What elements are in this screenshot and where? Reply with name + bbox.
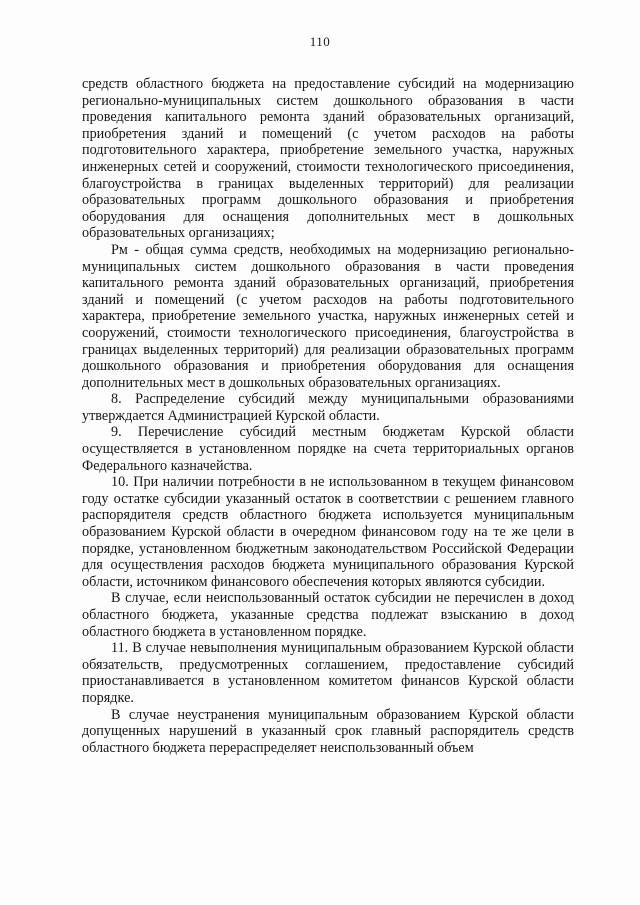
paragraph-item-10: 10. При наличии потребности в не использованном в текущем финансовом году остатке субсидии указанный остаток в соответствии с решением главного распорядителя средств областного бюджета используется муниципальным образованием Курской области в очередном финансовом году на те же цели в порядке, установленном бюджетным законодательством Российской Федерации для осуществления расходов бюджета муниципального образования Курской области, источником финансового обеспечения которых являются субсидии. [82,474,574,590]
page-number: 110 [309,34,331,49]
paragraph-item-11: 11. В случае невыполнения муниципальным образованием Курской области обязательств, предусмотренных соглашением, предоставление субсидий приостанавливается в установленном комитетом финансов Курской области порядке. [82,640,574,706]
paragraph-pm-definition: Pм - общая сумма средств, необходимых на модернизацию регионально-муниципальных систем дошкольного образования в части проведения капитального ремонта зданий образовательных организаций, приобретения зданий и помещений (с учетом расходов на работы подготовительного характера, приобретение земельного участка, наружных инженерных сетей и сооружений, стоимости технологического присоединения, благоустройства в границах выделенных территорий) для реализации образовательных программ дошкольного образования и приобретения оборудования для оснащения дополнительных мест в дошкольных образовательных организациях. [82,241,574,391]
paragraph-item-8: 8. Распределение субсидий между муниципальными образованиями утверждается Администрацией Курской области. [82,391,574,424]
paragraph-continued-definition: средств областного бюджета на предоставление субсидий на модернизацию регионально-муниципальных систем дошкольного образования в части проведения капитального ремонта зданий образовательных организаций, приобретения зданий и помещений (с учетом расходов на работы подготовительного характера, приобретение земельного участка, наружных инженерных сетей и сооружений, стоимости технологического присоединения, благоустройства в границах выделенных территорий) для реализации образовательных программ дошкольного образования и приобретения оборудования для оснащения дополнительных мест в дошкольных образовательных организациях; [82,76,574,242]
paragraph-item-11-case: В случае неустранения муниципальным образованием Курской области допущенных нарушений в указанный срок главный распорядитель средств областного бюджета перераспределяет неиспользованный объем [82,706,574,756]
paragraph-item-10-case: В случае, если неиспользованный остаток субсидии не перечислен в доход областного бюджета, указанные средства подлежат взысканию в доход областного бюджета в установленном порядке. [82,590,574,640]
document-body [82,76,574,756]
paragraph-item-9: 9. Перечисление субсидий местным бюджетам Курской области осуществляется в установленном порядке на счета территориальных органов Федерального казначейства. [82,424,574,474]
